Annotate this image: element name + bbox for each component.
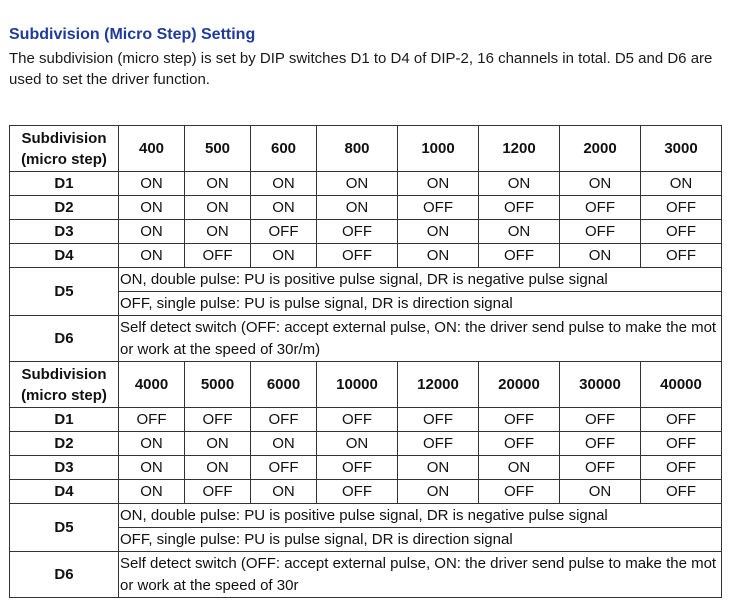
step-header: 500 xyxy=(185,126,251,172)
table-row xyxy=(10,220,722,244)
table-row xyxy=(10,268,722,292)
table-row xyxy=(10,126,722,172)
switch-cell: ON xyxy=(185,220,251,244)
switch-cell: OFF xyxy=(560,456,641,480)
switch-cell: OFF xyxy=(641,432,722,456)
switch-cell: ON xyxy=(641,172,722,196)
row-label-d1: D1 xyxy=(10,408,119,432)
d5-on-description: ON, double pulse: PU is positive pulse signal, DR is negative pulse signal xyxy=(119,504,722,528)
step-header: 5000 xyxy=(185,362,251,408)
switch-cell: ON xyxy=(251,196,317,220)
switch-cell: OFF xyxy=(560,432,641,456)
switch-cell: ON xyxy=(479,456,560,480)
switch-cell: ON xyxy=(119,432,185,456)
row-label-d2: D2 xyxy=(10,196,119,220)
switch-cell: ON xyxy=(398,220,479,244)
switch-cell: OFF xyxy=(641,408,722,432)
step-header: 20000 xyxy=(479,362,560,408)
switch-cell: ON xyxy=(317,196,398,220)
switch-cell: OFF xyxy=(641,480,722,504)
switch-cell: ON xyxy=(119,172,185,196)
table-row xyxy=(10,244,722,268)
switch-cell: OFF xyxy=(560,408,641,432)
table-row xyxy=(10,504,722,528)
step-header: 40000 xyxy=(641,362,722,408)
switch-cell: OFF xyxy=(398,408,479,432)
switch-cell: ON xyxy=(119,244,185,268)
switch-cell: OFF xyxy=(317,480,398,504)
switch-cell: ON xyxy=(251,432,317,456)
table-row xyxy=(10,316,722,362)
row-label-d5: D5 xyxy=(10,504,119,552)
row-label-d4: D4 xyxy=(10,480,119,504)
header-label-line1: Subdivision xyxy=(21,129,107,147)
switch-cell: ON xyxy=(398,456,479,480)
table-row xyxy=(10,480,722,504)
switch-cell: OFF xyxy=(641,220,722,244)
switch-cell: ON xyxy=(251,172,317,196)
step-header: 600 xyxy=(251,126,317,172)
switch-cell: ON xyxy=(560,480,641,504)
switch-cell: OFF xyxy=(479,432,560,456)
switch-cell: ON xyxy=(185,196,251,220)
switch-cell: ON xyxy=(251,244,317,268)
step-header: 4000 xyxy=(119,362,185,408)
subdivision-header-cell xyxy=(10,362,119,408)
step-header: 10000 xyxy=(317,362,398,408)
switch-cell: ON xyxy=(251,480,317,504)
switch-cell: OFF xyxy=(398,196,479,220)
switch-cell: OFF xyxy=(119,408,185,432)
step-header: 30000 xyxy=(560,362,641,408)
row-label-d6: D6 xyxy=(10,552,119,598)
table-row xyxy=(10,196,722,220)
header-label-line2: (micro step) xyxy=(21,150,107,168)
subdivision-table-1 xyxy=(9,125,722,362)
step-header: 6000 xyxy=(251,362,317,408)
switch-cell: ON xyxy=(479,172,560,196)
step-header: 400 xyxy=(119,126,185,172)
switch-cell: OFF xyxy=(317,220,398,244)
switch-cell: OFF xyxy=(317,244,398,268)
subdivision-table-2 xyxy=(9,361,722,598)
page-title: Subdivision (Micro Step) Setting xyxy=(9,26,256,43)
switch-cell: ON xyxy=(560,172,641,196)
switch-cell: ON xyxy=(317,432,398,456)
row-label-d1: D1 xyxy=(10,172,119,196)
row-label-d6: D6 xyxy=(10,316,119,362)
switch-cell: OFF xyxy=(317,408,398,432)
switch-cell: OFF xyxy=(641,244,722,268)
switch-cell: ON xyxy=(119,196,185,220)
switch-cell: OFF xyxy=(317,456,398,480)
switch-cell: ON xyxy=(398,172,479,196)
switch-cell: ON xyxy=(317,172,398,196)
step-header: 2000 xyxy=(560,126,641,172)
d5-on-description: ON, double pulse: PU is positive pulse signal, DR is negative pulse signal xyxy=(119,268,722,292)
switch-cell: ON xyxy=(119,456,185,480)
table-row xyxy=(10,456,722,480)
switch-cell: OFF xyxy=(185,480,251,504)
d5-off-description: OFF, single pulse: PU is pulse signal, DR is direction signal xyxy=(119,528,722,552)
switch-cell: ON xyxy=(398,480,479,504)
switch-cell: ON xyxy=(398,244,479,268)
row-label-d2: D2 xyxy=(10,432,119,456)
switch-cell: ON xyxy=(479,220,560,244)
intro-paragraph: The subdivision (micro step) is set by DIP switches D1 to D4 of DIP-2, 16 channels in total. D5 and D6 are used to set the driver function. xyxy=(9,50,713,88)
switch-cell: OFF xyxy=(641,456,722,480)
switch-cell: OFF xyxy=(251,456,317,480)
d5-off-description: OFF, single pulse: PU is pulse signal, DR is direction signal xyxy=(119,292,722,316)
header-label-line1: Subdivision xyxy=(21,365,107,383)
switch-cell: OFF xyxy=(479,196,560,220)
switch-cell: OFF xyxy=(479,244,560,268)
switch-cell: OFF xyxy=(185,408,251,432)
row-label-d3: D3 xyxy=(10,220,119,244)
switch-cell: OFF xyxy=(641,196,722,220)
switch-cell: ON xyxy=(185,432,251,456)
table-row xyxy=(10,362,722,408)
row-label-d4: D4 xyxy=(10,244,119,268)
step-header: 1000 xyxy=(398,126,479,172)
row-label-d5: D5 xyxy=(10,268,119,316)
switch-cell: OFF xyxy=(251,408,317,432)
table-row xyxy=(10,552,722,598)
row-label-d3: D3 xyxy=(10,456,119,480)
table-row xyxy=(10,172,722,196)
header-label-line2: (micro step) xyxy=(21,386,107,404)
step-header: 3000 xyxy=(641,126,722,172)
step-header: 12000 xyxy=(398,362,479,408)
switch-cell: ON xyxy=(185,172,251,196)
switch-cell: OFF xyxy=(560,196,641,220)
table-row xyxy=(10,432,722,456)
switch-cell: OFF xyxy=(398,432,479,456)
step-header: 800 xyxy=(317,126,398,172)
switch-cell: ON xyxy=(560,244,641,268)
subdivision-header-cell xyxy=(10,126,119,172)
d6-description: Self detect switch (OFF: accept external pulse, ON: the driver send pulse to make the motor work at the speed of 30r/m) xyxy=(119,316,722,362)
step-header: 1200 xyxy=(479,126,560,172)
table-row xyxy=(10,408,722,432)
switch-cell: OFF xyxy=(479,408,560,432)
switch-cell: OFF xyxy=(560,220,641,244)
switch-cell: ON xyxy=(119,220,185,244)
switch-cell: OFF xyxy=(185,244,251,268)
d6-description: Self detect switch (OFF: accept external pulse, ON: the driver send pulse to make the motor work at the speed of 30r xyxy=(119,552,722,598)
switch-cell: OFF xyxy=(479,480,560,504)
switch-cell: OFF xyxy=(251,220,317,244)
switch-cell: ON xyxy=(185,456,251,480)
switch-cell: ON xyxy=(119,480,185,504)
